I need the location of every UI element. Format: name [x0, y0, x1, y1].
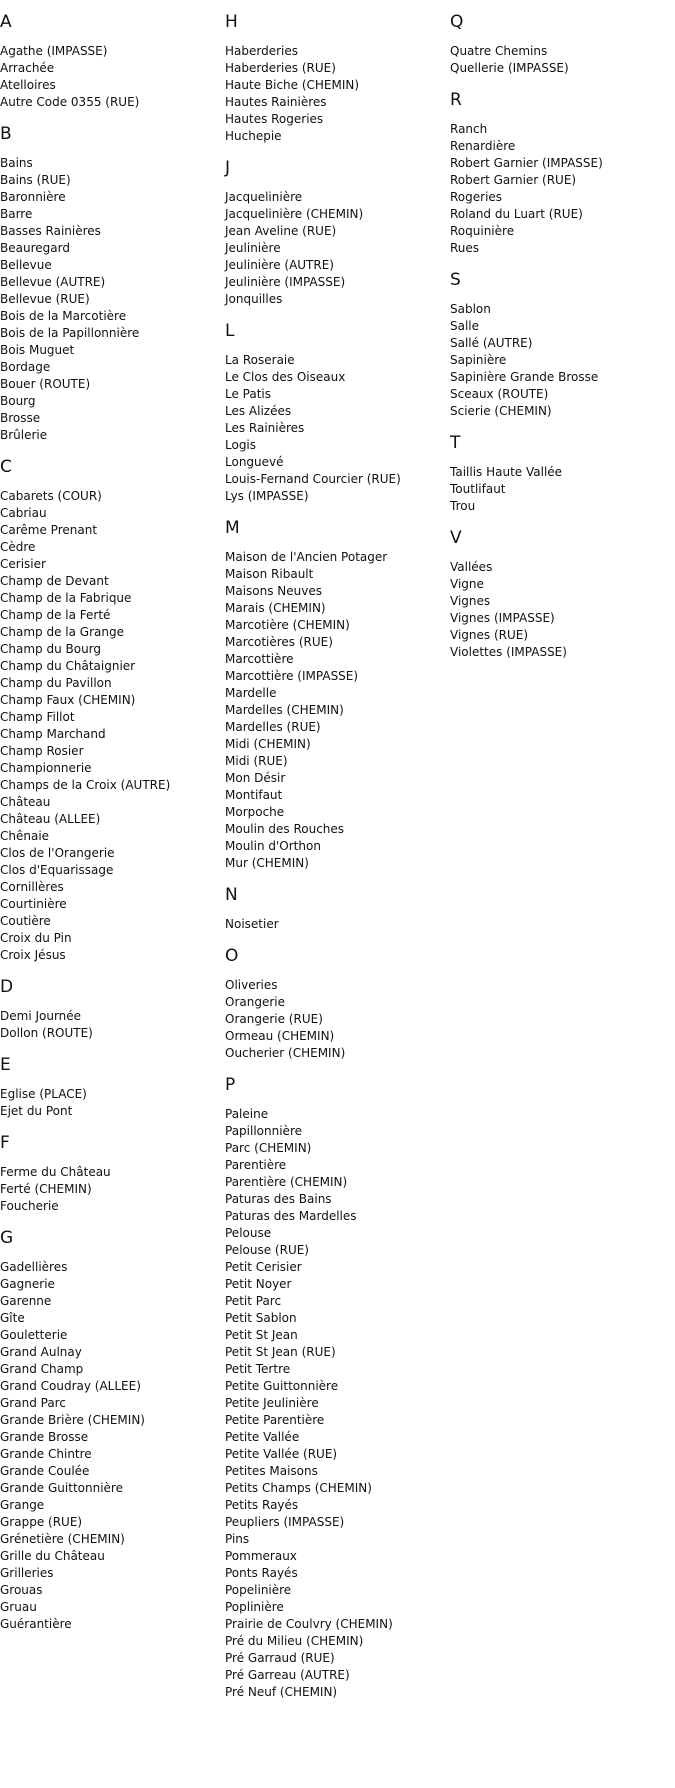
street-list — [0, 43, 215, 111]
street-link[interactable]: Pommeraux — [225, 1549, 297, 1563]
letter-heading: R — [450, 90, 462, 110]
street-link[interactable]: Sablon — [450, 302, 491, 316]
street-link[interactable]: Grande Brosse — [0, 1430, 89, 1444]
street-link[interactable]: Brûlerie — [0, 428, 48, 442]
street-link[interactable]: Gruau — [0, 1600, 37, 1614]
street-list — [0, 488, 215, 964]
street-link[interactable]: Chênaie — [0, 829, 50, 843]
street-list — [450, 301, 665, 420]
column-1 — [0, 0, 215, 1646]
street-link[interactable]: Mardelles (RUE) — [225, 720, 321, 734]
street-link[interactable]: Barre — [0, 207, 33, 221]
street-link[interactable]: Morpoche — [225, 805, 285, 819]
street-link[interactable]: Champ de Devant — [0, 574, 109, 588]
street-link[interactable]: Champ du Bourg — [0, 642, 102, 656]
street-list — [225, 43, 440, 145]
street-link[interactable]: Marais (CHEMIN) — [225, 601, 326, 615]
street-link[interactable]: Marcottière — [225, 652, 294, 666]
street-link[interactable]: Pelouse (RUE) — [225, 1243, 309, 1257]
street-link[interactable]: Grange — [0, 1498, 45, 1512]
street-link[interactable]: Champs de la Croix (AUTRE) — [0, 778, 171, 792]
street-list — [0, 1259, 215, 1633]
street-link[interactable]: Courtinière — [0, 897, 67, 911]
street-link[interactable]: Roland du Luart (RUE) — [450, 207, 583, 221]
street-link[interactable]: Noisetier — [225, 917, 279, 931]
street-link[interactable]: Bois Muguet — [0, 343, 75, 357]
street-link[interactable]: Grénetière (CHEMIN) — [0, 1532, 125, 1546]
street-link[interactable]: Carême Prenant — [0, 523, 98, 537]
letter-heading: Q — [450, 12, 464, 32]
street-list — [450, 464, 665, 515]
letter-group — [0, 1133, 215, 1215]
street-link[interactable]: Marcottière (IMPASSE) — [225, 669, 359, 683]
street-link[interactable]: Salle — [450, 319, 480, 333]
letter-group — [225, 158, 440, 308]
letter-heading: H — [225, 12, 238, 32]
street-link[interactable]: Dollon (ROUTE) — [0, 1026, 93, 1040]
letter-group — [0, 1055, 215, 1120]
street-link[interactable]: Papillonnière — [225, 1124, 302, 1138]
street-link[interactable]: Paturas des Mardelles — [225, 1209, 357, 1223]
street-link[interactable]: Ponts Rayés — [225, 1566, 298, 1580]
street-link[interactable]: Grande Brière (CHEMIN) — [0, 1413, 145, 1427]
street-list — [225, 1106, 440, 1701]
street-link[interactable]: Jonquilles — [225, 292, 283, 306]
street-link[interactable]: Clos de l'Orangerie — [0, 846, 115, 860]
street-link[interactable]: Autre Code 0355 (RUE) — [0, 95, 140, 109]
street-link[interactable]: Quellerie (IMPASSE) — [450, 61, 569, 75]
street-link[interactable]: Pins — [225, 1532, 250, 1546]
column-3 — [450, 0, 665, 674]
street-link[interactable]: Mardelle — [225, 686, 277, 700]
street-link[interactable]: Sapinière — [450, 353, 507, 367]
street-link[interactable]: Poplinière — [225, 1600, 284, 1614]
letter-group — [450, 270, 665, 420]
letter-group — [225, 946, 440, 1062]
street-list — [225, 352, 440, 505]
street-list — [450, 121, 665, 257]
street-link[interactable]: Bellevue — [0, 258, 52, 272]
street-link[interactable]: Vignes — [450, 594, 491, 608]
street-link[interactable]: Louis-Fernand Courcier (RUE) — [225, 472, 401, 486]
street-list — [450, 43, 665, 77]
street-link[interactable]: Montifaut — [225, 788, 283, 802]
street-link[interactable]: Guérantière — [0, 1617, 72, 1631]
street-link[interactable]: Parc (CHEMIN) — [225, 1141, 312, 1155]
letter-group — [450, 528, 665, 661]
street-list — [0, 1008, 215, 1042]
street-link[interactable]: Champ de la Ferté — [0, 608, 111, 622]
street-link[interactable]: Bois de la Marcotière — [0, 309, 127, 323]
street-link[interactable]: La Roseraie — [225, 353, 295, 367]
street-link[interactable]: Trou — [450, 499, 476, 513]
letter-group — [225, 321, 440, 505]
street-link[interactable]: Champ du Pavillon — [0, 676, 112, 690]
letter-heading: D — [0, 977, 14, 997]
street-link[interactable]: Paturas des Bains — [225, 1192, 332, 1206]
letter-heading: P — [225, 1075, 236, 1095]
street-link[interactable]: Petit Parc — [225, 1294, 282, 1308]
street-link[interactable]: Bouer (ROUTE) — [0, 377, 91, 391]
street-link[interactable]: Maison de l'Ancien Potager — [225, 550, 388, 564]
letter-heading: F — [0, 1133, 10, 1153]
street-list — [225, 977, 440, 1062]
street-link[interactable]: Cèdre — [0, 540, 36, 554]
street-link[interactable]: Grilleries — [0, 1566, 54, 1580]
street-link[interactable]: Jacquelinière (CHEMIN) — [225, 207, 364, 221]
street-link[interactable]: Grappe (RUE) — [0, 1515, 83, 1529]
street-link[interactable]: Petite Jeulinière — [225, 1396, 319, 1410]
street-link[interactable]: Champ Fillot — [0, 710, 75, 724]
street-link[interactable]: Ranch — [450, 122, 488, 136]
street-link[interactable]: Huchepie — [225, 129, 282, 143]
street-link[interactable]: Demi Journée — [0, 1009, 82, 1023]
street-link[interactable]: Petits Champs (CHEMIN) — [225, 1481, 372, 1495]
street-link[interactable]: Mur (CHEMIN) — [225, 856, 309, 870]
street-link[interactable]: Vignes (RUE) — [450, 628, 529, 642]
street-link[interactable]: Ferme du Château — [0, 1165, 111, 1179]
street-link[interactable]: Croix du Pin — [0, 931, 72, 945]
street-link[interactable]: Hautes Rogeries — [225, 112, 324, 126]
street-link[interactable]: Petit Sablon — [225, 1311, 297, 1325]
street-link[interactable]: Petite Vallée — [225, 1430, 300, 1444]
street-link[interactable]: Scierie (CHEMIN) — [450, 404, 552, 418]
street-link[interactable]: Baronnière — [0, 190, 66, 204]
street-link[interactable]: Champ Faux (CHEMIN) — [0, 693, 136, 707]
street-link[interactable]: Oliveries — [225, 978, 278, 992]
street-link[interactable]: Petits Rayés — [225, 1498, 299, 1512]
street-link[interactable]: Bains (RUE) — [0, 173, 71, 187]
street-list — [0, 1164, 215, 1215]
letter-group — [0, 457, 215, 964]
street-link[interactable]: Les Alizées — [225, 404, 292, 418]
street-link[interactable]: Gouletterie — [0, 1328, 68, 1342]
street-link[interactable]: Brosse — [0, 411, 41, 425]
street-link[interactable]: Gadellières — [0, 1260, 68, 1274]
street-link[interactable]: Midi (RUE) — [225, 754, 288, 768]
street-link[interactable]: Pré du Milieu (CHEMIN) — [225, 1634, 364, 1648]
street-link[interactable]: Grand Aulnay — [0, 1345, 82, 1359]
letter-group — [450, 90, 665, 257]
street-list — [225, 549, 440, 872]
street-list — [225, 916, 440, 933]
street-link[interactable]: Popelinière — [225, 1583, 292, 1597]
letter-heading: J — [225, 158, 231, 178]
letter-heading: E — [0, 1055, 11, 1075]
street-link[interactable]: Mon Désir — [225, 771, 286, 785]
street-link[interactable]: Robert Garnier (RUE) — [450, 173, 577, 187]
street-link[interactable]: Bellevue (AUTRE) — [0, 275, 106, 289]
street-link[interactable]: Champ de la Fabrique — [0, 591, 132, 605]
street-list — [0, 1086, 215, 1120]
street-link[interactable]: Cornillères — [0, 880, 64, 894]
street-link[interactable]: Pré Garraud (RUE) — [225, 1651, 335, 1665]
street-link[interactable]: Bains — [0, 156, 33, 170]
street-link[interactable]: Roquinière — [450, 224, 515, 238]
letter-group — [225, 12, 440, 145]
street-link[interactable]: Sallé (AUTRE) — [450, 336, 533, 350]
street-link[interactable]: Clos d'Equarissage — [0, 863, 114, 877]
street-link[interactable]: Prairie de Coulvry (CHEMIN) — [225, 1617, 393, 1631]
letter-group — [0, 124, 215, 444]
street-link[interactable]: Petite Guittonnière — [225, 1379, 339, 1393]
street-link[interactable]: Robert Garnier (IMPASSE) — [450, 156, 603, 170]
street-link[interactable]: Cerisier — [0, 557, 46, 571]
street-link[interactable]: Petite Parentière — [225, 1413, 325, 1427]
street-link[interactable]: Oucherier (CHEMIN) — [225, 1046, 346, 1060]
letter-heading: C — [0, 457, 12, 477]
letter-heading: M — [225, 518, 240, 538]
street-link[interactable]: Jeulinière (IMPASSE) — [225, 275, 346, 289]
street-link[interactable]: Grand Coudray (ALLEE) — [0, 1379, 141, 1393]
street-link[interactable]: Agathe (IMPASSE) — [0, 44, 108, 58]
street-link[interactable]: Rogeries — [450, 190, 503, 204]
street-link[interactable]: Gagnerie — [0, 1277, 55, 1291]
street-link[interactable]: Toutlifaut — [450, 482, 506, 496]
street-link[interactable]: Le Clos des Oiseaux — [225, 370, 346, 384]
street-link[interactable]: Hautes Rainières — [225, 95, 327, 109]
street-link[interactable]: Les Rainières — [225, 421, 305, 435]
letter-group — [225, 518, 440, 872]
street-link[interactable]: Taillis Haute Vallée — [450, 465, 563, 479]
street-link[interactable]: Bellevue (RUE) — [0, 292, 90, 306]
street-link[interactable]: Violettes (IMPASSE) — [450, 645, 567, 659]
street-link[interactable]: Ormeau (CHEMIN) — [225, 1029, 335, 1043]
street-link[interactable]: Marcotières (RUE) — [225, 635, 333, 649]
street-link[interactable]: Haute Biche (CHEMIN) — [225, 78, 360, 92]
street-link[interactable]: Sapinière Grande Brosse — [450, 370, 599, 384]
street-link[interactable]: Petit Noyer — [225, 1277, 292, 1291]
street-link[interactable]: Petit Tertre — [225, 1362, 291, 1376]
street-link[interactable]: Grille du Château — [0, 1549, 105, 1563]
street-link[interactable]: Moulin d'Orthon — [225, 839, 321, 853]
street-link[interactable]: Petites Maisons — [225, 1464, 318, 1478]
street-link[interactable]: Jean Aveline (RUE) — [225, 224, 337, 238]
letter-group — [0, 12, 215, 111]
letter-heading: A — [0, 12, 12, 32]
street-list — [225, 189, 440, 308]
street-link[interactable]: Arrachée — [0, 61, 55, 75]
column-2 — [225, 0, 440, 1714]
street-link[interactable]: Peupliers (IMPASSE) — [225, 1515, 345, 1529]
street-link[interactable]: Quatre Chemins — [450, 44, 548, 58]
street-link[interactable]: Jeulinière (AUTRE) — [225, 258, 334, 272]
street-link[interactable]: Parentière (CHEMIN) — [225, 1175, 348, 1189]
letter-group — [450, 12, 665, 77]
street-link[interactable]: Château — [0, 795, 51, 809]
street-link[interactable]: Haberderies (RUE) — [225, 61, 336, 75]
street-link[interactable]: Petit St Jean — [225, 1328, 298, 1342]
street-link[interactable]: Grouas — [0, 1583, 43, 1597]
street-link[interactable]: Renardière — [450, 139, 516, 153]
street-link[interactable]: Grand Parc — [0, 1396, 66, 1410]
street-link[interactable]: Vallées — [450, 560, 493, 574]
letter-group — [225, 1075, 440, 1701]
street-link[interactable]: Petit Cerisier — [225, 1260, 302, 1274]
street-link[interactable]: Ferté (CHEMIN) — [0, 1182, 92, 1196]
street-link[interactable]: Paleine — [225, 1107, 269, 1121]
street-link[interactable]: Petit St Jean (RUE) — [225, 1345, 336, 1359]
letter-heading: N — [225, 885, 238, 905]
letter-heading: V — [450, 528, 462, 548]
street-link[interactable]: Coutière — [0, 914, 51, 928]
street-link[interactable]: Marcotière (CHEMIN) — [225, 618, 350, 632]
street-link[interactable]: Pré Garreau (AUTRE) — [225, 1668, 350, 1682]
street-link[interactable]: Grand Champ — [0, 1362, 84, 1376]
street-link[interactable]: Moulin des Rouches — [225, 822, 345, 836]
street-link[interactable]: Pelouse — [225, 1226, 272, 1240]
street-link[interactable]: Eglise (PLACE) — [0, 1087, 87, 1101]
street-link[interactable]: Bordage — [0, 360, 51, 374]
street-list — [0, 155, 215, 444]
street-link[interactable]: Rues — [450, 241, 480, 255]
letter-heading: T — [450, 433, 461, 453]
street-link[interactable]: Orangerie — [225, 995, 285, 1009]
street-link[interactable]: Champ de la Grange — [0, 625, 124, 639]
street-link[interactable]: Maisons Neuves — [225, 584, 323, 598]
letter-heading: G — [0, 1228, 14, 1248]
street-link[interactable]: Pré Neuf (CHEMIN) — [225, 1685, 338, 1699]
street-link[interactable]: Ejet du Pont — [0, 1104, 73, 1118]
street-link[interactable]: Longuevé — [225, 455, 284, 469]
street-link[interactable]: Champ du Châtaignier — [0, 659, 136, 673]
street-link[interactable]: Grande Chintre — [0, 1447, 92, 1461]
street-link[interactable]: Champ Rosier — [0, 744, 84, 758]
street-link[interactable]: Bourg — [0, 394, 36, 408]
street-link[interactable]: Champ Marchand — [0, 727, 106, 741]
street-link[interactable]: Grande Guittonnière — [0, 1481, 123, 1495]
street-link[interactable]: Sceaux (ROUTE) — [450, 387, 549, 401]
street-link[interactable]: Jacquelinière — [225, 190, 303, 204]
street-link[interactable]: Championnerie — [0, 761, 92, 775]
letter-heading: B — [0, 124, 12, 144]
street-link[interactable]: Le Patis — [225, 387, 272, 401]
street-link[interactable]: Château (ALLEE) — [0, 812, 101, 826]
letter-heading: S — [450, 270, 461, 290]
street-link[interactable]: Mardelles (CHEMIN) — [225, 703, 344, 717]
letter-group — [0, 977, 215, 1042]
street-link[interactable]: Croix Jésus — [0, 948, 66, 962]
letter-heading: L — [225, 321, 235, 341]
street-link[interactable]: Foucherie — [0, 1199, 59, 1213]
street-link[interactable]: Lys (IMPASSE) — [225, 489, 309, 503]
street-link[interactable]: Basses Rainières — [0, 224, 101, 238]
street-link[interactable]: Vigne — [450, 577, 484, 591]
street-link[interactable]: Vignes (IMPASSE) — [450, 611, 555, 625]
letter-group — [225, 885, 440, 933]
street-link[interactable]: Orangerie (RUE) — [225, 1012, 323, 1026]
street-link[interactable]: Atelloires — [0, 78, 56, 92]
street-link[interactable]: Bois de la Papillonnière — [0, 326, 140, 340]
street-link[interactable]: Grande Coulée — [0, 1464, 90, 1478]
street-link[interactable]: Logis — [225, 438, 257, 452]
letter-heading: O — [225, 946, 239, 966]
street-link[interactable]: Haberderies — [225, 44, 299, 58]
street-link[interactable]: Jeulinière — [225, 241, 281, 255]
street-list — [450, 559, 665, 661]
street-link[interactable]: Maison Ribault — [225, 567, 314, 581]
street-link[interactable]: Beauregard — [0, 241, 70, 255]
street-link[interactable]: Parentière — [225, 1158, 287, 1172]
street-link[interactable]: Petite Vallée (RUE) — [225, 1447, 338, 1461]
street-link[interactable]: Garenne — [0, 1294, 52, 1308]
street-link[interactable]: Cabriau — [0, 506, 47, 520]
street-link[interactable]: Cabarets (COUR) — [0, 489, 102, 503]
letter-group — [450, 433, 665, 515]
letter-group — [0, 1228, 215, 1633]
street-link[interactable]: Midi (CHEMIN) — [225, 737, 311, 751]
street-link[interactable]: Gîte — [0, 1311, 25, 1325]
